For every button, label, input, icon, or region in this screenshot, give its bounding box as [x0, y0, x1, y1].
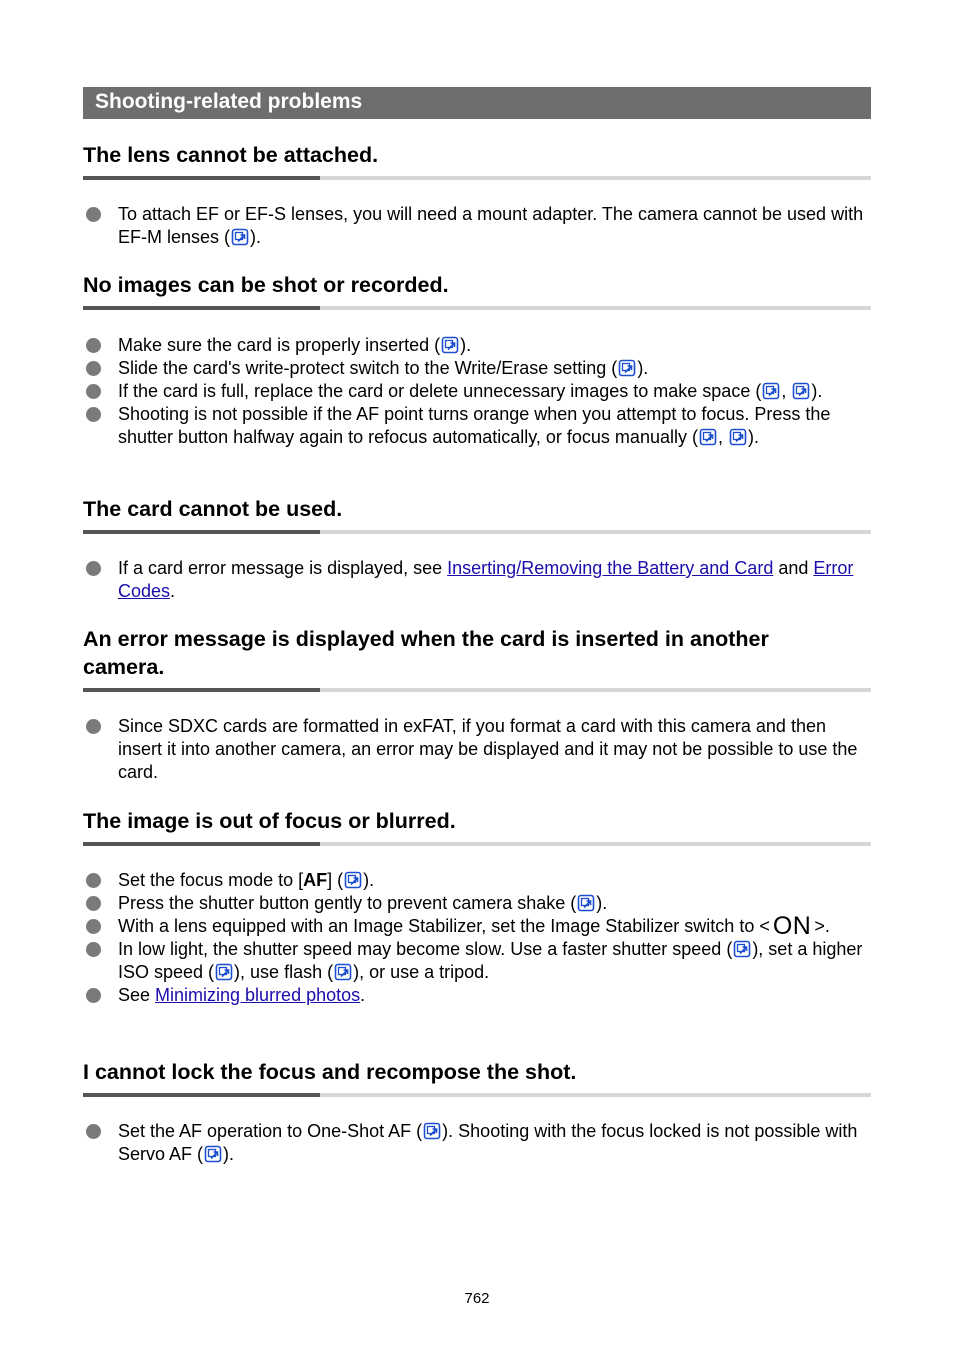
bullet-icon	[86, 896, 101, 911]
page-reference-icon[interactable]	[733, 940, 751, 958]
page-reference-icon[interactable]	[344, 871, 362, 889]
item-list	[83, 869, 871, 1007]
list-item: In low light, the shutter speed may become slow. Use a faster shutter speed ( ), set a higher ISO speed ( ), use flash ( ), or use a tripod.	[83, 938, 871, 984]
section-rule	[83, 176, 871, 180]
page-reference-icon[interactable]	[441, 336, 459, 354]
page-reference-icon[interactable]	[215, 963, 233, 981]
list-item: With a lens equipped with an Image Stabilizer, set the Image Stabilizer switch to < ON >.	[83, 915, 871, 938]
section-rule	[83, 842, 871, 846]
bullet-icon	[86, 919, 101, 934]
item-list	[83, 203, 871, 249]
section-rule	[83, 306, 871, 310]
bullet-icon	[86, 942, 101, 957]
page-reference-icon[interactable]	[423, 1122, 441, 1140]
bullet-icon	[86, 1124, 101, 1139]
section-title: The lens cannot be attached.	[83, 143, 379, 167]
page-reference-icon[interactable]	[231, 228, 249, 246]
section-banner: Shooting-related problems	[83, 87, 871, 119]
list-item: Make sure the card is properly inserted ( ).	[83, 334, 871, 357]
bullet-icon	[86, 873, 101, 888]
section-error-message	[83, 625, 871, 782]
section-lens	[83, 141, 871, 247]
bullet-icon	[86, 338, 101, 353]
bullet-icon	[86, 384, 101, 399]
cross-reference-link[interactable]: Minimizing blurred photos	[155, 985, 361, 1005]
page-reference-icon[interactable]	[334, 963, 352, 981]
section-card-unusable	[83, 495, 871, 601]
list-item: Press the shutter button gently to prevent camera shake ( ).	[83, 892, 871, 915]
item-list	[83, 557, 871, 603]
page-reference-icon[interactable]	[577, 894, 595, 912]
switch-on-symbol: ON	[772, 912, 812, 940]
section-title: The card cannot be used.	[83, 497, 343, 521]
section-title: I cannot lock the focus and recompose the shot.	[83, 1060, 577, 1084]
list-item: Slide the card's write-protect switch to the Write/Erase setting ( ).	[83, 357, 871, 380]
page-reference-icon[interactable]	[729, 428, 747, 446]
page-reference-icon[interactable]	[792, 382, 810, 400]
section-rule	[83, 688, 871, 692]
bullet-icon	[86, 207, 101, 222]
section-rule	[83, 1093, 871, 1097]
bullet-icon	[86, 988, 101, 1003]
item-list	[83, 1120, 871, 1166]
section-out-of-focus	[83, 807, 871, 1005]
item-list	[83, 334, 871, 449]
list-item: If a card error message is displayed, see Inserting/Removing the Battery and Card and Error Codes.	[83, 557, 871, 603]
page-reference-icon[interactable]	[204, 1145, 222, 1163]
section-no-images	[83, 271, 871, 447]
section-title: The image is out of focus or blurred.	[83, 809, 456, 833]
list-item: Set the focus mode to [AF] ( ).	[83, 869, 871, 892]
bullet-icon	[86, 407, 101, 422]
list-item: Since SDXC cards are formatted in exFAT, if you format a card with this camera and then insert it into another camera, an error may be displayed and it may not be possible to use the card.	[83, 715, 871, 784]
section-focus-lock	[83, 1058, 871, 1164]
cross-reference-link[interactable]: Error Codes	[118, 558, 854, 601]
list-item: See Minimizing blurred photos.	[83, 984, 871, 1007]
bullet-icon	[86, 561, 101, 576]
section-title: No images can be shot or recorded.	[83, 273, 449, 297]
menu-value: AF	[303, 870, 328, 890]
bullet-icon	[86, 361, 101, 376]
section-rule	[83, 530, 871, 534]
page-reference-icon[interactable]	[762, 382, 780, 400]
list-item: Shooting is not possible if the AF point turns orange when you attempt to focus. Press the shutter button halfway again to refocus automatically, or focus manually ( , ).	[83, 403, 871, 449]
list-item: If the card is full, replace the card or delete unnecessary images to make space ( , ).	[83, 380, 871, 403]
page-reference-icon[interactable]	[618, 359, 636, 377]
list-item: To attach EF or EF-S lenses, you will need a mount adapter. The camera cannot be used with EF-M lenses ( ).	[83, 203, 871, 249]
page-reference-icon[interactable]	[699, 428, 717, 446]
list-item: Set the AF operation to One-Shot AF ( ). Shooting with the focus locked is not possible with Servo AF ( ).	[83, 1120, 871, 1166]
bullet-icon	[86, 719, 101, 734]
section-title: An error message is displayed when the card is inserted in another camera.	[83, 627, 769, 679]
page-number: 762	[464, 1290, 490, 1307]
item-list	[83, 715, 871, 784]
cross-reference-link[interactable]: Inserting/Removing the Battery and Card	[447, 558, 774, 578]
